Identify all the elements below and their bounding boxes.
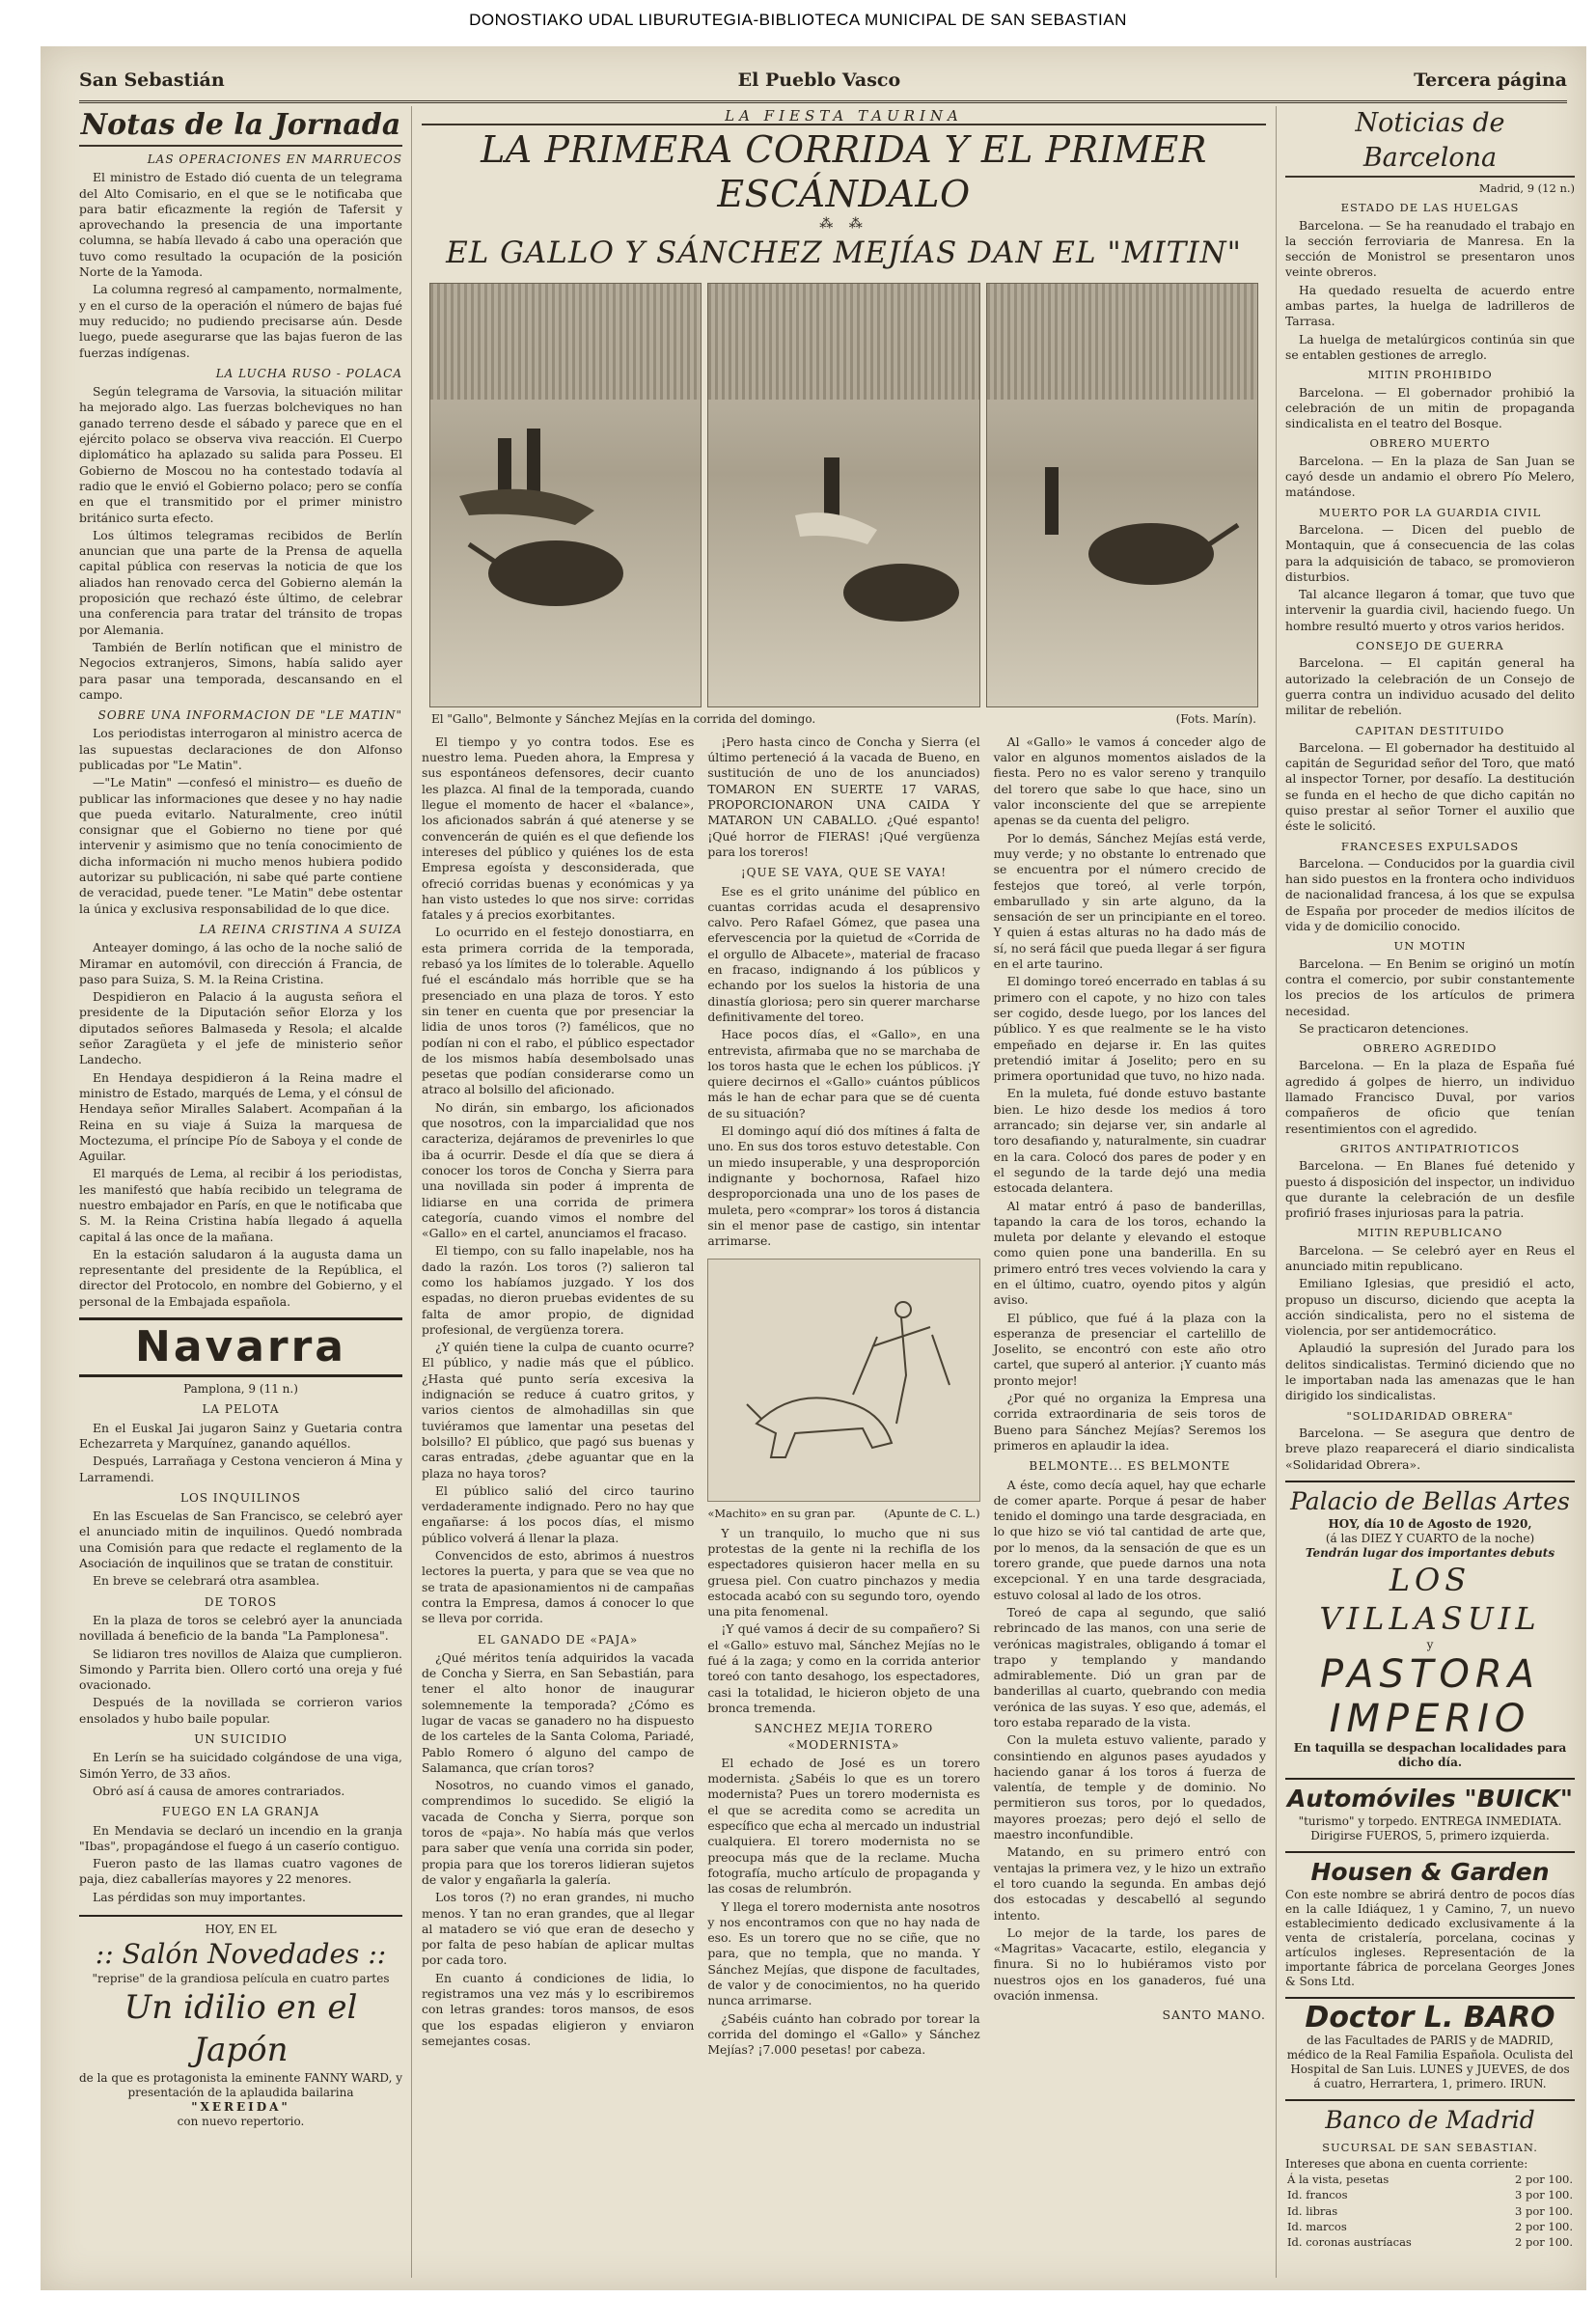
photo-illustration xyxy=(708,284,978,707)
ad-dancer: "XEREIDA" xyxy=(191,2099,290,2114)
article-paragraph: Hace pocos días, el «Gallo», en una entrevista, afirmaba que no se marchaba de los toros hasta que le echen los públicos. ¡Y quiere decirnos el «Gallo» cuántos públicos más le han de echar para que se dé cuenta de su situación? xyxy=(707,1027,980,1121)
rate-value: 2 por 100. xyxy=(1514,2173,1573,2187)
table-row xyxy=(1285,2234,1575,2250)
article-column xyxy=(707,734,979,2061)
ad-rule xyxy=(1285,1778,1575,1780)
article-paragraph: Tal alcance llegaron á tomar, que tuvo que intervenir la guardia civil, haciendo fuego. Un hombre resultó muerto y otros varios heridos. xyxy=(1285,587,1575,633)
ad-rule xyxy=(1285,2099,1575,2101)
header-center: El Pueblo Vasco xyxy=(737,69,901,91)
article-paragraph: El marqués de Lema, al recibir á los periodistas, les manifestó que había recibido un telegrama de nuestro embajador en París, en que le notificaba que S. M. la Reina Cristina había llegado á aquella capital á las once de la mañana. xyxy=(79,1166,402,1244)
section-subhead: FRANCESES EXPULSADOS xyxy=(1340,839,1520,853)
page-header xyxy=(79,60,1567,103)
section-subhead: CAPITAN DESTITUIDO xyxy=(1355,723,1505,737)
article-column xyxy=(994,734,1266,2061)
article-paragraph: La huelga de metalúrgicos continúa sin que se entablen gestiones de arreglo. xyxy=(1285,331,1575,362)
section-subhead: ESTADO DE LAS HUELGAS xyxy=(1340,201,1520,215)
article-paragraph: Se lidiaron tres novillos de Alaiza que cumplieron. Simondo y Parrita bien. Ollero cortó una oreja y fué ovacionado. xyxy=(79,1646,402,1693)
article-paragraph: ¿Sabéis cuánto han cobrado por torear la corrida del domingo el «Gallo» y Sánchez Mejías? ¡7.000 pesetas! por cabeza. xyxy=(707,2010,980,2058)
article-paragraph: Barcelona. — El gobernador ha destituido al capitán de Seguridad señor del Toro, que mató al inspector Torner, por desafío. La destitución se funda en el hecho de que dicho capitán no quiso prestar al señor Torner el auxilio que éste le solicitó. xyxy=(1285,739,1575,834)
ad-performer: IMPERIO xyxy=(1329,1696,1531,1741)
article-paragraph: Los periodistas interrogaron al ministro acerca de las supuestas declaraciones de don Alfonso publicadas por "Le Matin". xyxy=(79,726,402,772)
article-paragraph: —"Le Matin" —confesó el ministro— es dueño de publicar las informaciones que desee y no hay nadie que pueda evitarlo. Naturalmente, creo inútil consignar que el Gobierno no tiene por qué intervenir y asimismo que no tenía conocimiento de dicha información ni mucho menos hubiera podido autorizar su publicación, ni sabe qué parte contiene de veracidad, puede tener. "Le Matin" debe ostentar la única y exclusiva responsabilidad de lo que dice. xyxy=(79,775,402,916)
dateline: Pamplona, 9 (11 n.) xyxy=(183,1382,298,1397)
article-paragraph: El ministro de Estado dió cuenta de un telegrama del Alto Comisario, en el que se le notificaba que para batir eficazmente la región de Tafersit y aprovechando la presencia de una importante columna, se había llevado á cabo una operación que tuvo como resultado la ocupación de la posición Norte de la Yamoda. xyxy=(79,170,402,280)
article-paragraph: Barcelona. — El gobernador prohibió la celebración de un mitin de propaganda sindicalista en el teatro del Bosque. xyxy=(1285,384,1575,431)
header-right: Tercera página xyxy=(1414,69,1567,91)
ad-rule xyxy=(1285,1997,1575,1999)
section-subhead: MUERTO POR LA GUARDIA CIVIL xyxy=(1318,505,1542,519)
article-paragraph: Barcelona. — En Blanes fué detenido y puesto á disposición del inspector, un individuo que durante la celebración de un desfile profirió frases injuriosas para la patria. xyxy=(1285,1158,1575,1221)
article-paragraph: En cuanto á condiciones de lidia, lo registramos una vez más y lo escribiremos con letras grandes: toros mansos, de esos que los espadas eligieron y enviaron semejantes cosas. xyxy=(422,1970,695,2048)
article-paragraph: El tiempo, con su fallo inapelable, nos ha dado la razón. Los toros (?) salieron tal como los habíamos juzgado. Y los dos espadas, no dieron pruebas evidentes de su falta de amor propio, de dignidad profesional, de vergüenza torera. xyxy=(422,1243,695,1337)
article-paragraph: Al matar entró á paso de banderillas, tapando la cara de los toros, echando la muleta por delante y elevando el estoque como quien pone una banderilla. En su primero entró tres veces volviendo la cara y en el último, cuatro, oyendo pitos y algún aviso. xyxy=(993,1198,1266,1308)
column-rule xyxy=(1276,106,1277,2278)
photo-illustration xyxy=(430,284,701,707)
article-paragraph: Fueron pasto de las llamas cuatro vagones de paja, diez caballerías mayores y 22 menores. xyxy=(79,1856,402,1887)
section-subhead: DE TOROS xyxy=(204,1594,278,1609)
article-paragraph: Lo mejor de la tarde, los pares de «Magritas» Vacacarte, estilo, elegancia y finura. Si no lo hubiéramos visto por nuestros ojos en los ganaderos, fué una ovación inmensa. xyxy=(993,1924,1266,2004)
ad-title: Banco de Madrid xyxy=(1325,2105,1535,2134)
header-left: San Sebastián xyxy=(79,69,225,91)
ad-venue: :: Salón Novedades :: xyxy=(95,1937,387,1970)
section-subhead: MITIN REPUBLICANO xyxy=(1357,1226,1503,1240)
ad-subtitle: SUCURSAL DE SAN SEBASTIAN. xyxy=(1322,2140,1538,2154)
article-paragraph: Toreó de capa al segundo, que salió rebrincado de las manos, con una serie de verónicas magistrales, obligando á tomar el trapo y templando y mandando admirablemente. Dió un gran par de banderillas al cuarto, quebrando con media verónica de las suyas. Y eso que, además, el toro estaba reparado de la vista. xyxy=(993,1604,1266,1730)
dateline: Madrid, 9 (12 n.) xyxy=(1478,181,1575,195)
article-paragraph: Barcelona. — Conducidos por la guardia civil han sido puestos en la frontera ocho individuos de nacionalidad francesa, á los que se expulsa de España por proceder de medios ilícitos de vida y de domicilio conocido. xyxy=(1285,855,1575,934)
article-paragraph: El echado de José es un torero modernista. ¿Sabéis lo que es un torero modernista? Pues un torero modernista es el que se acredita como se acredita un específico que echa al mercado un industrial cualquiera. El torero modernista no se preocupa más que de la reclame. Mucha fotografía, mucho artículo de propaganda y las cosas de relumbrón. xyxy=(707,1755,980,1897)
bullfight-photo xyxy=(429,283,702,707)
article-paragraph: La columna regresó al campamento, normalmente, y en el curso de la operación el número de bajas fué muy reducido; no pudiendo precisarse aún. Desde luego, puede asegurarse que las bajas fueron de las fuerzas indígenas. xyxy=(79,282,402,360)
ad-title: Palacio de Bellas Artes xyxy=(1290,1486,1570,1515)
ad-line: (á las DIEZ Y CUARTO de la noche) xyxy=(1325,1531,1535,1545)
ad-line: HOY, día 10 de Agosto de 1920, xyxy=(1328,1516,1532,1531)
photo-illustration xyxy=(987,284,1257,707)
article-paragraph: El público salió del circo taurino verdaderamente indignado. Pero no hay que engañarse: á los pocos días, el mismo público volverá á llenar la plaza. xyxy=(422,1482,695,1545)
article-paragraph: Emiliano Iglesias, que presidió el acto, propuso un discurso, diciendo que acepta la acción sindicalista, pero no el sistema de violencia, por ser antidemocrático. xyxy=(1285,1276,1575,1339)
article-paragraph: Convencidos de esto, abrimos á nuestros lectores la puerta, y para que se vea que no se trata de apasionamientos ni de campañas contra la Empresa, damos á conocer lo que se lleva por corrida. xyxy=(422,1548,695,1626)
section-title: Notas de la Jornada xyxy=(79,106,402,147)
ad-performer: LOS VILLASUIL xyxy=(1319,1561,1541,1637)
article-paragraph: Obró así á causa de amores contrariados. xyxy=(93,1783,345,1798)
section-subhead: SANCHEZ MEJIA TORERO «MODERNISTA» xyxy=(754,1722,934,1752)
ad-title: Automóviles "BUICK" xyxy=(1287,1784,1573,1813)
rate-label: Id. libras xyxy=(1287,2203,1338,2218)
bullfight-photo xyxy=(707,283,979,707)
photo-row xyxy=(429,283,1258,707)
rate-label: Id. marcos xyxy=(1287,2220,1347,2234)
article-paragraph: En las Escuelas de San Francisco, se celebró ayer el anunciado mitin de inquilinos. Quedó nombrada una Comisión para que redacte el reglamento de la Asociación de inquilinos que se tratan de constituir. xyxy=(79,1509,402,1571)
section-subhead: SOBRE UNA INFORMACION DE "LE MATIN" xyxy=(97,708,402,723)
section-subhead: CONSEJO DE GUERRA xyxy=(1356,639,1504,653)
section-subhead: UN MOTIN xyxy=(1393,939,1467,954)
section-title: Noticias de Barcelona xyxy=(1285,106,1575,178)
ad-line: En taquilla se despachan localidades para dicho día. xyxy=(1293,1740,1567,1769)
article-paragraph: Despidieron en Palacio á la augusta señora el presidente de la Diputación señor Elorza y los diputados señores Balmaseda y Resola; el alcalde señor Zaragüeta y el jefe de ministerio señor Landecho. xyxy=(79,989,402,1067)
author-signature: SANTO MANO. xyxy=(1162,2007,1266,2023)
article-paragraph: En breve se celebrará otra asamblea. xyxy=(93,1573,320,1589)
main-headline: LA PRIMERA CORRIDA Y EL PRIMER ESCÁNDALO xyxy=(422,124,1266,216)
article-paragraph: El tiempo y yo contra todos. Ese es nuestro lema. Pueden ahora, la Empresa y sus espontáneos defensores, decir cuanto les plazca. Al final de la temporada, cuando llegue el momento de hacer el «balance», los aficionados sabrán á qué atenerse y se convencerán de quién es el que defiende los intereses del público y quiénes los de esta Empresa egoísta y desconsiderada, que ofreció corridas buenas y económicas y ya han visto ustedes lo que nos sirve: corridas fatales y á precios exorbitantes. xyxy=(422,734,695,923)
article-paragraph: No dirán, sin embargo, los aficionados que nosotros, con la imparcialidad que nos caracteriza, dejáramos de prevenirles lo que iba á ocurrir. Desde el día que se diera á conocer los toros de Concha y Sierra para una novillada sin poder á imprenta de lidiarse en una corrida de primera categoría, cuando vimos el nombre del «Gallo» en el cartel, anunciamos el fracaso. xyxy=(422,1099,695,1241)
column-rule xyxy=(411,106,412,2278)
article-column xyxy=(422,734,694,2061)
ad-title: Housen & Garden xyxy=(1310,1857,1550,1886)
sub-headline: EL GALLO Y SÁNCHEZ MEJÍAS DAN EL "MITIN" xyxy=(446,235,1242,270)
rate-value: 2 por 100. xyxy=(1514,2235,1573,2250)
newspaper-page xyxy=(41,46,1586,2290)
article-paragraph: Barcelona. — Se ha reanudado el trabajo en la sección ferroviaria de Manresa. En la sección de Monistrol se presentaron unos veinte obreros. xyxy=(1285,217,1575,280)
rate-value: 2 por 100. xyxy=(1514,2220,1573,2234)
bullfight-sketch xyxy=(707,1259,979,1502)
section-subhead: OBRERO AGREDIDO xyxy=(1362,1041,1498,1056)
article-paragraph: También de Berlín notifican que el ministro de Negocios extranjeros, Simons, había salido ayer para pasar una temporada, descansando en el campo. xyxy=(79,639,402,702)
ad-rule xyxy=(1285,1481,1575,1482)
article-paragraph: Barcelona. — Se celebró ayer en Reus el anunciado mitin republicano. xyxy=(1285,1242,1575,1273)
article-paragraph: Nosotros, no cuando vimos el ganado, comprendimos lo sucedido. Se eligió la vacada de Concha y Sierra, porque son toros de «paja». No había más que verlos para saber que venía una corrida sin poder, propia para que los toreros lidieran sujetos de valor y engañarla la galería. xyxy=(422,1778,695,1887)
section-subhead: ¡QUE SE VAYA, QUE SE VAYA! xyxy=(740,866,948,880)
rate-label: Á la vista, pesetas xyxy=(1287,2173,1390,2187)
article-paragraph: En el Euskal Jai jugaron Sainz y Guetaria contra Echezarreta y Marquínez, ganando aquéllos. xyxy=(79,1420,402,1451)
navarra-banner: Navarra xyxy=(79,1317,402,1377)
rate-label: Id. francos xyxy=(1287,2188,1348,2202)
archive-label: DONOSTIAKO UDAL LIBURUTEGIA-BIBLIOTECA MUNICIPAL DE SAN SEBASTIAN xyxy=(469,11,1127,29)
ad-film-title: Un idilio en el Japón xyxy=(124,1987,358,2069)
article-paragraph: Los últimos telegramas recibidos de Berlín anuncian que una parte de la Prensa de aquella capital pública con reservas la noticia de que los aliados han renovado cerca del Gobierno alemán la proposición que rechazó éste último, de celebrar una conferencia para tratar del tránsito de tropas por Alemania. xyxy=(79,527,402,637)
article-paragraph: El domingo aquí dió dos mítines á falta de uno. En sus dos toros estuvo detestable. Con un miedo insuperable, y una desproporción indignante y bochornosa, Rafael hizo desproporcionada una uno de los pases de muleta, pero «comprar» los toros á distancia sin el menor pase de castigo, sin intentar arrimarse. xyxy=(707,1123,980,1249)
bullfight-photo xyxy=(986,283,1258,707)
left-column xyxy=(79,106,402,2278)
ad-performer: PASTORA xyxy=(1320,1651,1540,1697)
article-paragraph: Al «Gallo» le vamos á conceder algo de valor en algunos momentos aislados de la fiesta. Pero no es valor sereno y tranquilo del torero que sabe lo que hace, sino un valor inconsciente del que se arrepiente apenas se da cuenta del peligro. xyxy=(993,734,1266,828)
article-paragraph: Barcelona. — En la plaza de España fué agredido á golpes de hierro, un individuo llamado Francisco Duval, por varios compañeros de oficio que tenían resentimientos con el agredido. xyxy=(1285,1058,1575,1136)
section-subhead: MITIN PROHIBIDO xyxy=(1367,368,1493,382)
article-paragraph: Anteayer domingo, á las ocho de la noche salió de Miramar en automóvil, con dirección á Francia, de paso para Suiza, S. M. la Reina Cristina. xyxy=(79,940,402,986)
article-paragraph: Matando, en su primero entró con ventajas la primera vez, y le hizo un extraño el toro cuando la segunda. En ambas dejó dos estocadas y descabelló al segundo intento. xyxy=(993,1844,1266,1923)
article-paragraph: Barcelona. — Dicen del pueblo de Montaquin, que á consecuencia de las colas para la adquisición de tabaco, se promovieron disturbios. xyxy=(1285,521,1575,584)
ad-line: con nuevo repertorio. xyxy=(177,2114,305,2128)
article-paragraph: Con la muleta estuvo valiente, parado y consintiendo en algunos pases ayudados y haciendo ganar á los toros á fuerza de valentía, de temple y de dominio. No permitieron sus toros, por lo quedados, mayores proezas; pero dejó el sello de maestro inconfundible. xyxy=(993,1732,1266,1842)
ad-line: "reprise" de la grandiosa película en cuatro partes xyxy=(92,1971,390,1985)
kicker: LA FIESTA TAURINA xyxy=(725,107,963,125)
article-paragraph: ¿Por qué no organiza la Empresa una corrida extraordinaria de seis toros de Bueno para Sánchez Mejías? Seremos los primeros en aplaudir la idea. xyxy=(993,1391,1266,1453)
table-row xyxy=(1285,2172,1575,2187)
article-paragraph: Después, Larrañaga y Cestona vencieron á Mina y Larramendi. xyxy=(79,1454,402,1484)
article-paragraph: En Lerín se ha suicidado colgándose de una viga, Simón Yerro, de 33 años. xyxy=(79,1750,402,1781)
article-paragraph: Barcelona. — En Benim se originó un motín contra el comercio, por subir constantemente los precios de los artículos de primera necesidad. xyxy=(1285,955,1575,1018)
article-paragraph: ¡Y qué vamos á decir de su compañero? Si el «Gallo» estuvo mal, Sánchez Mejías no le fué á la zaga; y como en la corrida anterior toreó con tanto desahogo, los espectadores, casi la totalidad, le hicieron objeto de una bronca tremenda. xyxy=(707,1621,980,1715)
photo-caption xyxy=(431,711,1256,727)
article-paragraph: Y un tranquilo, lo mucho que ni sus protestas de la gente ni la rechifla de los espectadores quisieron hacer mella en su gruesa piel. Con cuatro pinchazos y media estocada acabó con su segundo toro, oyendo una pita fenomenal. xyxy=(707,1525,980,1620)
article-paragraph: Y llega el torero modernista ante nosotros y nos encontramos con que no hay nada de eso. Es un torero que no se ciñe, que no para, que no templa, que no manda. Y Sánchez Mejías, que dispone de facultades, de valor y de conocimientos, no ha querido nunca arrimarse. xyxy=(707,1898,980,2008)
article-columns xyxy=(422,734,1266,2061)
section-subhead: UN SUICIDIO xyxy=(194,1732,288,1747)
photo-credit: (Fots. Marín). xyxy=(1175,711,1256,726)
article-paragraph: En la muleta, fué donde estuvo bastante bien. Le hizo desde los medios á toro arrancado; sin dejarse ver, sin andarle al toro desafiando y, naturalmente, sin cuadrar en la cara. Colocó dos pares de poder y en el segundo de la tarde dejó una media estocada delantera. xyxy=(993,1086,1266,1196)
middle-column xyxy=(422,106,1266,2278)
article-paragraph: Ha quedado resuelta de acuerdo entre ambas partes, la huelga de ladrilleros de Tarrasa. xyxy=(1285,282,1575,329)
right-column xyxy=(1285,106,1575,2278)
article-paragraph: ¡Pero hasta cinco de Concha y Sierra (el último perteneció á la vacada de Bueno, en sustitución de uno de los anunciados) TOMARON EN SUERTE 17 VARAS, PROPORCIONARON UNA CAIDA Y MATARON UN CABALLO. ¿Qué espanto! ¡Qué horror de FIERAS! ¡Qué vergüenza para los toreros! xyxy=(707,734,980,859)
article-paragraph: Los toros (?) no eran grandes, ni mucho menos. Y tan no eran grandes, que al llegar al matadero se vió que eran de desecho y por falta de peso habían de aplicar multas por cada toro. xyxy=(422,1890,695,1968)
article-paragraph: Después de la novillada se corrieron varios ensolados y hubo baile popular. xyxy=(79,1695,402,1726)
rate-label: Id. coronas austríacas xyxy=(1287,2235,1412,2250)
section-subhead: LA REINA CRISTINA A SUIZA xyxy=(199,922,402,936)
ad-text: Intereses que abona en cuenta corriente: xyxy=(1285,2157,1528,2172)
section-subhead: LA LUCHA RUSO - POLACA xyxy=(215,366,402,380)
article-paragraph: Por lo demás, Sánchez Mejías está verde, muy verde; y no obstante lo entrenado que se encuentra por el número crecido de festejos que toreó, al verle torpón, embarullado y sin arte alguno, da la sensación de ser un principiante en el toreo. Y quien á estas alturas no ha dado más de sí, no será fácil que pueda llegar á ser figura en el arte taurino. xyxy=(993,830,1266,972)
interest-table xyxy=(1285,2172,1575,2250)
article-paragraph: Lo ocurrido en el festejo donostiarra, en esta primera corrida de la temporada, rebasó ya los límites de lo tolerable. Aquello fué el escándalo más horrible que se ha presenciado en una plaza de toros. Y esto sin tener en cuenta que por presenciar la lidia de unos toros (?) famélicos, que no podían ni con el rabo, el público espectador de los mismos había desembolsado unas pesetas que podían considerarse como un atraco al bolsillo del aficionado. xyxy=(422,925,695,1097)
article-paragraph: El domingo toreó encerrado en tablas á su primero con el capote, y no hizo con tales ser cogido, desde luego, por los lances del público. Y es que realmente se le ha visto empeñado en dejarse ir. En las quites pretendió imitar á Joselito; pero en su primera oportunidad que tuvo, no hizo nada. xyxy=(993,974,1266,1084)
article-paragraph: En la plaza de toros se celebró ayer la anunciada novillada á beneficio de la banda "La Pamplonesa". xyxy=(79,1612,402,1644)
article-paragraph: Barcelona. — El capitán general ha autorizado la celebración de un Consejo de guerra contra un individuo acusado del delito militar de rebelión. xyxy=(1285,655,1575,718)
article-paragraph: Barcelona. — En la plaza de San Juan se cayó desde un andamio el obrero Pío Melero, matándose. xyxy=(1285,453,1575,500)
article-paragraph: ¿Qué méritos tenía adquiridos la vacada de Concha y Sierra, en San Sebastián, para tener el alto honor de inaugurar solemnemente la temporada? ¿Cómo es lugar de vacas se ganadero no ha dispuesto de los carteles de la Santa Coloma, Pariadé, Pablo Romero ó alguno del campo de Salamanca, que crían toros? xyxy=(422,1649,695,1775)
article-paragraph: A éste, como decía aquel, hay que echarle de comer aparte. Porque á pesar de haber tenido el domingo una tarde desgraciada, en lo que hizo se vió tal cantidad de arte que, por lo menos, da la sensación de que es un torero grande, que puede darnos una nota excepcional. Y en una tarde desgraciada, estuvo colosal al lado de los otros. xyxy=(993,1477,1266,1602)
article-paragraph: Barcelona. — Se asegura que dentro de breve plazo reaparecerá el diario sindicalista «Solidaridad Obrera». xyxy=(1285,1425,1575,1472)
section-subhead: OBRERO MUERTO xyxy=(1369,436,1491,451)
table-row xyxy=(1285,2187,1575,2202)
sketch-caption-text: «Machito» en su gran par. xyxy=(707,1507,856,1521)
ad-conjunction: y xyxy=(1426,1637,1434,1651)
article-paragraph: En la estación saludaron á la augusta dama un representante del presidente de la República, el director del Protocolo, en nombre del Gobierno, y el personal de la Embajada española. xyxy=(79,1246,402,1309)
ad-line: Tendrán lugar dos importantes debuts xyxy=(1305,1545,1555,1560)
table-row xyxy=(1285,2219,1575,2234)
table-row xyxy=(1285,2203,1575,2219)
section-subhead: LOS INQUILINOS xyxy=(179,1490,302,1505)
caption-text: El "Gallo", Belmonte y Sánchez Mejías en la corrida del domingo. xyxy=(431,711,816,726)
article-paragraph: Aplaudió la supresión del Jurado para los delitos sindicalistas. Terminó diciendo que no le importaban nada las amenazas que le han dirigido los sindicalistas. xyxy=(1285,1341,1575,1403)
section-subhead: BELMONTE... ES BELMONTE xyxy=(1029,1459,1231,1474)
sketch-caption xyxy=(707,1506,979,1521)
section-subhead: LAS OPERACIONES EN MARRUECOS xyxy=(147,152,402,166)
article-paragraph: Se practicaron detenciones. xyxy=(1299,1020,1470,1036)
sketch-illustration xyxy=(708,1260,969,1501)
article-paragraph: En Hendaya despidieron á la Reina madre el ministro de Estado, marqués de Lema, y el cónsul de Hendaya señor Miralles Salabert. Acompañan á la Reina en su viaje á Suiza la marquesa de Moctezuma, el príncipe Pío de Saboya y el conde de Aguilar. xyxy=(79,1069,402,1164)
ad-line: de la que es protagonista la eminente FANNY WARD, y presentación de la aplaudida bailarina xyxy=(79,2070,402,2099)
section-subhead: "SOLIDARIDAD OBRERA" xyxy=(1346,1408,1514,1423)
cinema-ad xyxy=(79,1915,402,2129)
sketch-credit: (Apunte de C. L.) xyxy=(884,1507,980,1521)
ad-text: Con este nombre se abrirá dentro de pocos días en la calle Idiáquez, 1 y Camino, 7, un nuevo establecimiento dedicado exclusivamente á la venta de cristalería, porcelana, cocinas y artículos ingleses. Representación de la importante fábrica de porcelana Georges Jones & Sons Ltd. xyxy=(1285,1887,1575,1988)
section-subhead: GRITOS ANTIPATRIOTICOS xyxy=(1339,1141,1521,1155)
ad-rule xyxy=(1285,1851,1575,1853)
rate-value: 3 por 100. xyxy=(1514,2203,1573,2218)
rate-value: 3 por 100. xyxy=(1514,2188,1573,2202)
section-subhead: LA PELOTA xyxy=(202,1402,280,1417)
ad-line: HOY, EN EL xyxy=(205,1922,277,1936)
article-paragraph: ¿Y quién tiene la culpa de cuanto ocurre? El público, y nadie más que el público. ¿Hasta qué punto sería excesiva la indignación se reduce á cuatro gritos, y varios cientos de almohadillas sin que tuviéramos que lamentar una pesetas del bolsillo? El público, que pagó sus buenas y caras entradas, ¿debe aguantar que en la plaza no haya toros? xyxy=(422,1340,695,1481)
ad-title: Doctor L. BARO xyxy=(1305,2000,1555,2035)
ad-text: "turismo" y torpedo. ENTREGA INMEDIATA. Dirigirse FUEROS, 5, primero izquierda. xyxy=(1298,1813,1562,1842)
article-paragraph: El público, que fué á la plaza con la esperanza de presenciar el cartelillo de Joselito, se encontró con este año otro cartel, que superó al anterior. ¡Y cuanto más pronto mejor! xyxy=(993,1310,1266,1388)
ad-text: de las Facultades de PARIS y de MADRID, médico de la Real Familia Española. Oculista del Hospital de San Luis. LUNES y JUEVES, de dos á cuatro, Herrartera, 1, primero. IRUN. xyxy=(1286,2033,1574,2090)
section-subhead: EL GANADO DE «PAJA» xyxy=(478,1632,639,1647)
article-paragraph: Según telegrama de Varsovia, la situación militar ha mejorado algo. Las fuerzas bolcheviques no han ganado terreno desde el sábado y parece que en el ejército polaco se observa viva reacción. El Cuerpo diplomático ha aplazado su salida para Posseu. El Gobierno de Moscou no ha contestado todavía al radio que le envió el Gobierno polaco; pero se confía en que el transmitido por el primer ministro británico surta efecto. xyxy=(79,384,402,525)
section-subhead: FUEGO EN LA GRANJA xyxy=(161,1805,320,1819)
article-paragraph: En Mendavia se declaró un incendio en la granja "Ibas", propagándose el fuego á un caserío contiguo. xyxy=(79,1822,402,1853)
article-paragraph: Las pérdidas son muy importantes. xyxy=(93,1889,306,1904)
article-paragraph: Ese es el grito unánime del público en cuantas corridas acuda el desaprensivo calvo. Pero Rafael Gómez, que pasea una efervescencia por la quietud de «Corrida de el orgullo de Albacete», material de fracaso en fracaso, indignando á los públicos y echando por los suelos la historia de una dinastía gloriosa; pero sin querer marcharse definitivamente del toreo. xyxy=(707,883,980,1024)
ornament: ⁂ ⁂ xyxy=(819,216,868,233)
